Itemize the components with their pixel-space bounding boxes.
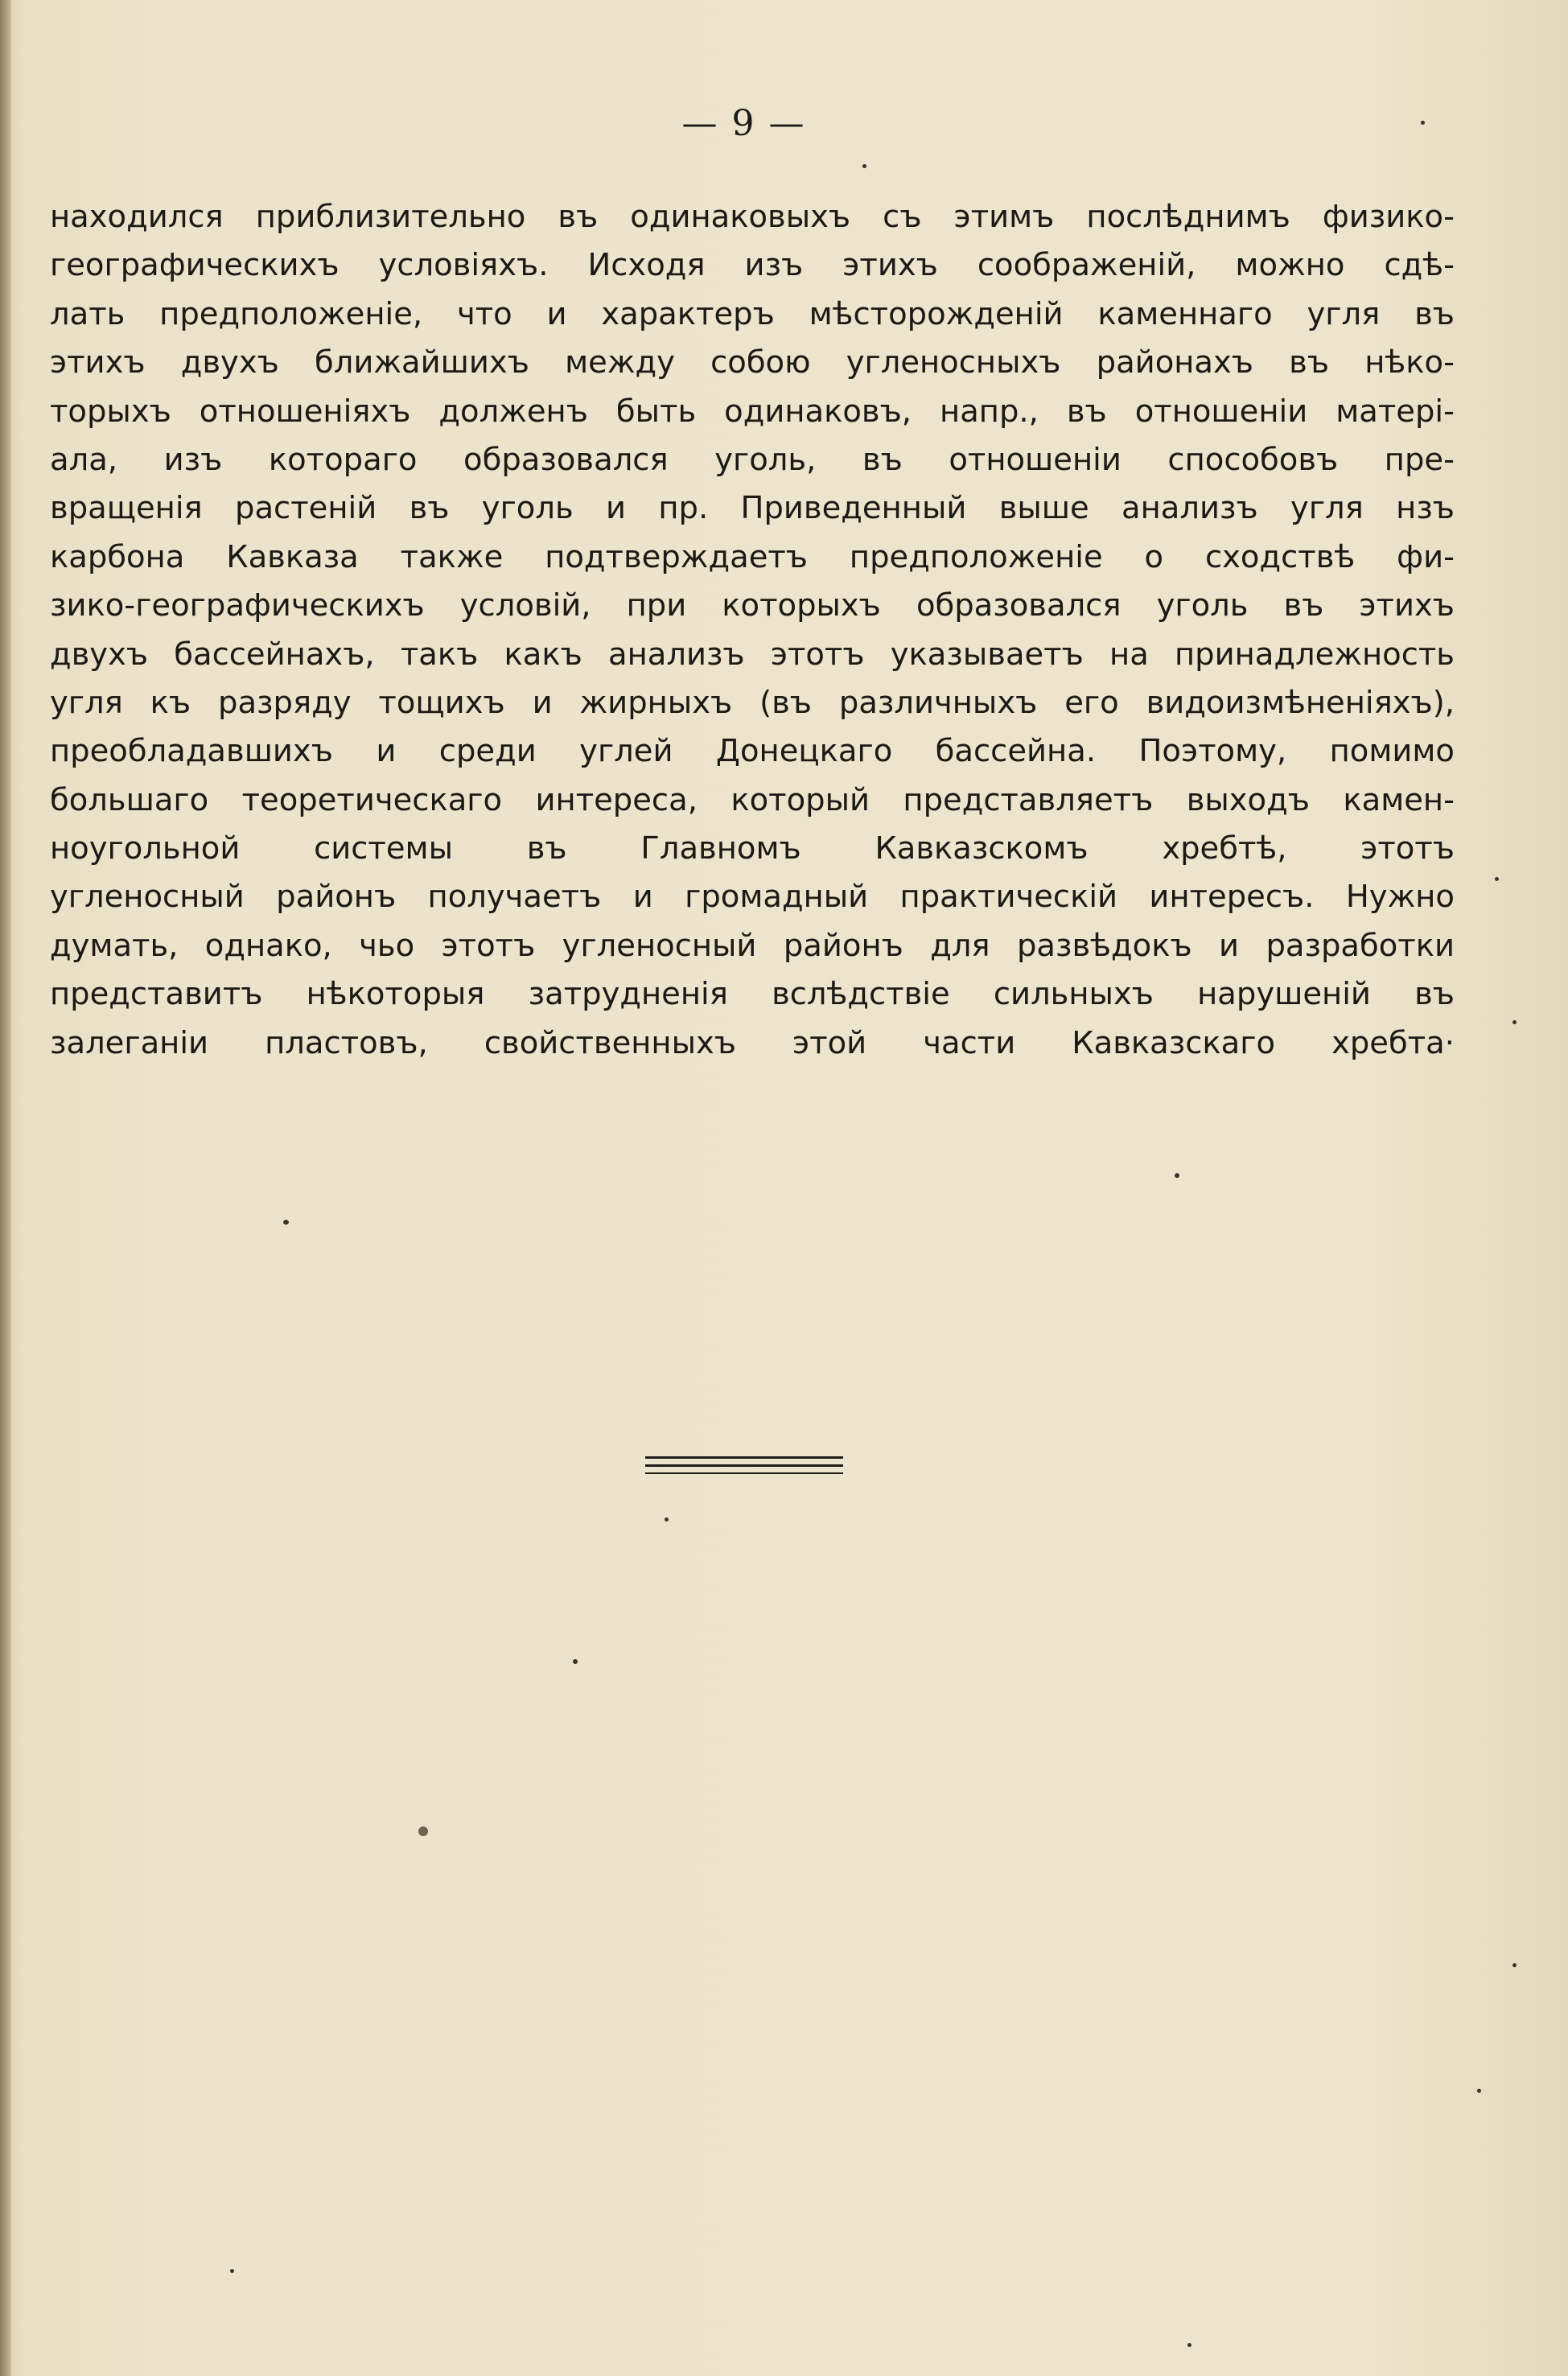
text-line: вращенія растеній въ уголь и пр. Приведенный выше анализъ угля нзъ <box>50 490 1455 527</box>
text-line: географическихъ условіяхъ. Исходя изъ этихъ соображеній, можно сдѣ- <box>50 247 1455 284</box>
text-line: большаго теоретическаго интереса, который представляетъ выходъ камен- <box>50 781 1455 818</box>
text-line: двухъ бассейнахъ, такъ какъ анализъ этотъ указываетъ на принадлежность <box>50 636 1455 673</box>
page-binding-edge <box>0 0 11 2376</box>
text-line: карбона Кавказа также подтверждаетъ предположеніе о сходствѣ фи- <box>50 538 1455 575</box>
end-rule-middle <box>645 1464 843 1467</box>
paper-speck <box>1187 2343 1191 2347</box>
end-rule-top <box>645 1456 843 1459</box>
paper-speck <box>1175 1173 1179 1178</box>
text-line: ноугольной системы въ Главномъ Кавказскомъ хребтѣ, этотъ <box>50 830 1455 867</box>
paper-speck <box>573 1659 578 1664</box>
paper-speck <box>1477 2089 1481 2093</box>
paper-speck <box>283 1220 289 1225</box>
body-paragraph <box>50 193 1455 1068</box>
text-line: угленосный районъ получаетъ и громадный практическій интересъ. Нужно <box>50 879 1455 916</box>
text-line: преобладавшихъ и среди углей Донецкаго бассейна. Поэтому, помимо <box>50 733 1455 770</box>
paper-speck <box>1512 1963 1517 1967</box>
text-line: торыхъ отношеніяхъ долженъ быть одинаковъ, напр., въ отношеніи матері- <box>50 393 1455 430</box>
text-line: залеганіи пластовъ, свойственныхъ этой части Кавказскаго хребта· <box>50 1024 1455 1061</box>
paper-speck <box>862 164 866 168</box>
text-line: представитъ нѣкоторыя затрудненія вслѣдствіе сильныхъ нарушеній въ <box>50 976 1455 1013</box>
text-line: думать, однако, чьо этотъ угленосный районъ для развѣдокъ и разработки <box>50 927 1455 964</box>
paper-speck <box>1495 877 1499 881</box>
text-line: этихъ двухъ ближайшихъ между собою угленосныхъ районахъ въ нѣко- <box>50 344 1455 381</box>
paper-speck <box>665 1517 669 1522</box>
paper-speck <box>418 1826 428 1836</box>
text-line: находился приблизительно въ одинаковыхъ съ этимъ послѣднимъ физико- <box>50 199 1455 235</box>
paper-speck <box>230 2269 234 2273</box>
text-line: угля къ разряду тощихъ и жирныхъ (въ различныхъ его видоизмѣненіяхъ), <box>50 684 1455 721</box>
text-line: ала, изъ котораго образовался уголь, въ отношеніи способовъ пре- <box>50 441 1455 478</box>
text-line: зико-географическихъ условій, при которыхъ образовался уголь въ этихъ <box>50 587 1455 624</box>
page-number: — 9 — <box>681 103 806 144</box>
text-line: лать предположеніе, что и характеръ мѣсторожденій каменнаго угля въ <box>50 295 1455 332</box>
end-rule-bottom <box>645 1472 843 1474</box>
paper-speck <box>1421 121 1425 125</box>
paper-speck <box>1512 1020 1517 1024</box>
